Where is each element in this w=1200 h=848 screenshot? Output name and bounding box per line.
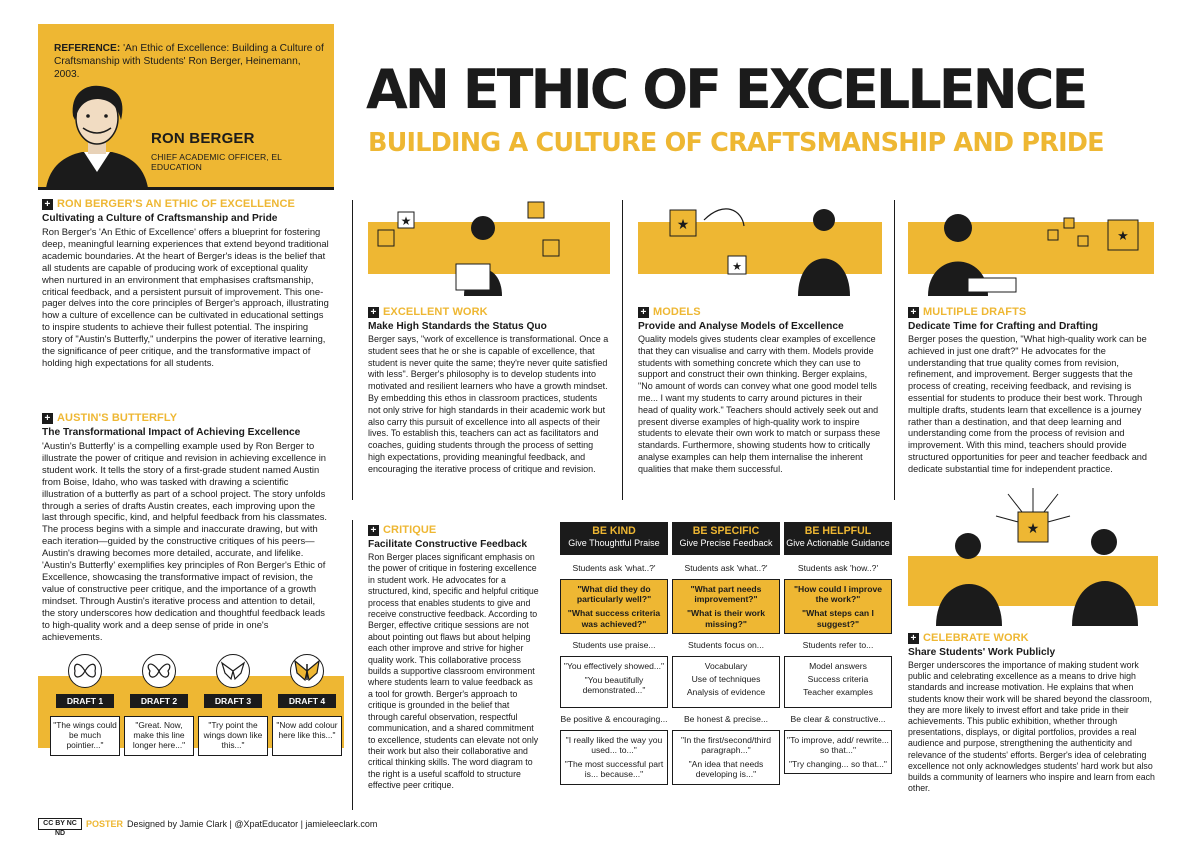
section-body: 'Austin's Butterfly' is a compelling example used by Ron Berger to illustrate the power of critique and revision in achieving excellence in student work. It tells the story of a first-grade student named Austin from Boise, Idaho, who was tasked with drawing a scientific illustration of a butterfly as part of a school project. The story unfolds through a series of drafts Austin creates, each improving upon the last through specific, kind, and helpful feedback from his classmates. The process begins with a simple and inaccurate drawing, but with each iteration—guided by the constructive critiques of his peers—Austin's drawing becomes more detailed, accurate, and lifelike. 'Austin's Butterfly' exemplifies key principles of Ron Berger's Ethic of Excellence, showcasing the transformative impact of revision, the value of constructive peer critique, and the importance of a growth mindset. Through Austin's iterative process and attention to detail, the story underscores how dedication and thoughtful feedback leads to high-quality work and a deep sense of pride in one's achievements.	[42, 440, 328, 642]
section-models	[638, 306, 884, 476]
section-body: Berger underscores the importance of making student work public and celebrating excellence as a means to drive high standards and increase motivation. He explains that when students know their work will be shared beyond the classroom, they are more likely to invest effort and take pride in their achievements. This public exhibition, whether through presentations, displays, or digital portfolios, provides a real audience and purpose, strengthening the authenticity and relevance of the students' efforts. Berger's idea of celebrating excellence not only acknowledges students' hard work but also builds a community of learners who inspire and learn from each other.	[908, 660, 1155, 794]
critique-column-helpful: BE HELPFUL Give Actionable Guidance Students ask 'how..?' "How could I improve the work?" "What steps can I suggest?" Students refer to... Model answers Success criteria Teacher examples Be clear & constructive... "To improve, add/ rewrite... so that..." "Try changing... so that..."	[784, 522, 892, 774]
draft-label: DRAFT 2	[130, 694, 188, 708]
butterfly-icon	[216, 654, 250, 688]
cc-license-badge: CC BY NC ND	[38, 818, 82, 830]
column-divider	[894, 200, 895, 500]
draft-label: DRAFT 1	[56, 694, 114, 708]
page-subtitle: BUILDING A CULTURE OF CRAFTSMANSHIP AND PRIDE	[368, 128, 1104, 158]
header-panel	[38, 24, 334, 190]
section-butterfly	[42, 412, 330, 642]
plus-icon: +	[368, 307, 379, 318]
draft-quote: "Now add colour here like this..."	[272, 716, 342, 756]
footer-poster-label: POSTER	[86, 819, 124, 829]
plus-icon: +	[42, 413, 53, 424]
plus-icon: +	[908, 633, 919, 644]
draft-quote: "The wings could be much pointier..."	[50, 716, 120, 756]
section-subheading: The Transformational Impact of Achieving Excellence	[42, 427, 301, 438]
svg-text:★: ★	[1117, 228, 1129, 243]
svg-text:★: ★	[732, 261, 742, 273]
section-heading: AUSTIN'S BUTTERFLY	[57, 412, 178, 424]
section-subheading: Provide and Analyse Models of Excellence	[638, 321, 844, 332]
page-title: AN ETHIC OF EXCELLENCE	[366, 58, 1086, 121]
section-heading: CELEBRATE WORK	[923, 632, 1029, 644]
column-divider	[352, 200, 353, 500]
section-intro	[42, 198, 330, 369]
section-subheading: Dedicate Time for Crafting and Drafting	[908, 321, 1099, 332]
draft-label: DRAFT 4	[278, 694, 336, 708]
section-heading: CRITIQUE	[383, 524, 437, 536]
draft-quote: "Try point the wings down like this..."	[198, 716, 268, 756]
section-subheading: Make High Standards the Status Quo	[368, 321, 547, 332]
critique-column-kind: BE KIND Give Thoughtful Praise Students ask 'what..?' "What did they do particularly well?" "What success criteria was achieved?" Students use praise... "You effectively showed..." "You beautifully demonstrated..." Be positive & encouraging... "I really liked the way you used... to..." "The most successful part is... because..."	[560, 522, 668, 785]
section-body: Berger says, "work of excellence is transformational. Once a student sees that he or she is capable of excellence, that student is never quite the same; they're never quite satisfied with less". Berger's philosophy is to develop students into motivated and resilient learners who have a growth mindset. By embedding this ethos in classroom practices, students not only strive for high standards in their academic work but also carry this pursuit of excellence into all aspects of their lives. To establish this, teachers can act as facilitators and coaches, guiding students through the process of setting high expectations, providing meaningful feedback, and encouraging the iterative process of critique and revision.	[368, 334, 609, 474]
draft-quote: "Great. Now, make this line longer here..."	[124, 716, 194, 756]
critique-column-specific: BE SPECIFIC Give Precise Feedback Students ask 'what..?' "What part needs improvement?" "What is their work missing?" Students focus on... Vocabulary Use of techniques Analysis of evidence Be honest & precise... "In the first/second/third paragraph..." "An idea that needs developing is..."	[672, 522, 780, 785]
draft-card	[272, 654, 342, 756]
butterfly-icon	[290, 654, 324, 688]
butterfly-icon	[68, 654, 102, 688]
reference: REFERENCE: 'An Ethic of Excellence: Building a Culture of Craftsmanship with Students' Ron Berger, Heinemann, 2003.	[54, 43, 324, 80]
section-body: Berger poses the question, "What high-quality work can be achieved in just one draft?" He advocates for the understanding that true quality comes from revision, refinement, and improvement. Berger suggests that the process of creating, receiving feedback, and revising is essential for students to produce their best work. Through multiple drafts, students learn that excellence is a journey rather than a destination, and that deep learning and understanding come from the process of revision and improvement. With this mind, teachers should provide structured opportunities for peer and teacher feedback and dedicate substantial time for independent practice.	[908, 334, 1148, 474]
section-drafts	[908, 306, 1158, 476]
section-body: Ron Berger places significant emphasis on the power of critique in fostering excellence in student work. He advocates for a structured, kind, specific and helpful critique process that enables students to give and receive constructive feedback. According to Berger, effective critique sessions are not about pointing out flaws but about helping each other improve and strive for higher quality work. This collaborative process builds a supportive classroom environment where students learn to value feedback as a tool for growth. Berger's approach to critique is grounded in the belief that through careful observation, respectful communication, and a shared commitment to excellence, students can elevate not only their work but also their collaborative and critical thinking skills. The word diagram to the right is a useful scaffold to structure effective peer critique.	[368, 552, 539, 791]
section-celebrate	[908, 632, 1158, 794]
footer-credit: Designed by Jamie Clark | @XpatEducator | jamieleeclark.com	[127, 819, 378, 829]
column-divider	[352, 520, 353, 810]
section-excellent-work	[368, 306, 612, 476]
drafts-illustration	[908, 200, 1154, 296]
plus-icon: +	[908, 307, 919, 318]
plus-icon: +	[42, 199, 53, 210]
section-subheading: Share Students' Work Publicly	[908, 647, 1056, 658]
svg-text:★: ★	[676, 216, 690, 232]
section-heading: MODELS	[653, 306, 701, 318]
section-subheading: Cultivating a Culture of Craftsmanship and Pride	[42, 213, 278, 224]
draft-label: DRAFT 3	[204, 694, 262, 708]
excellent-work-illustration	[368, 200, 610, 296]
section-heading: MULTIPLE DRAFTS	[923, 306, 1027, 318]
section-critique	[368, 524, 540, 792]
section-heading: RON BERGER'S AN ETHIC OF EXCELLENCE	[57, 198, 295, 210]
section-subheading: Facilitate Constructive Feedback	[368, 539, 528, 550]
draft-card	[198, 654, 268, 756]
column-divider	[622, 200, 623, 500]
models-illustration	[638, 200, 882, 296]
section-heading: EXCELLENT WORK	[383, 306, 488, 318]
draft-card	[124, 654, 194, 756]
svg-text:★: ★	[400, 214, 412, 228]
section-body: Ron Berger's 'An Ethic of Excellence' offers a blueprint for fostering deep, meaningful learning experiences that extend beyond traditional academic boundaries. At the heart of Berger's ideas is the belief that all students are capable of producing work of exceptional quality when nurtured in an environment that emphasises craftsmanship, critical feedback, and a persistent pursuit of improvement. This one-pager delves into the core principles of Berger's approach, illustrating how a culture of excellence can be cultivated in educational settings to inspire students to achieve their fullest potential. The inspiring story of "Austin's Butterfly," underpins the power of iterative learning, the significance of peer critique, and the transformative impact of holding high expectations for all students.	[42, 226, 329, 368]
plus-icon: +	[638, 307, 649, 318]
footer	[38, 818, 378, 837]
author-name: RON BERGER	[151, 130, 255, 147]
portrait-illustration	[42, 80, 152, 188]
draft-card	[50, 654, 120, 756]
author-role: CHIEF ACADEMIC OFFICER, EL EDUCATION	[151, 152, 282, 172]
section-body: Quality models gives students clear examples of excellence that they can visualise and carry with them. Models provide students with something concrete which they can use to support and construct their own thinking. Berger explains, "No amount of words can convey what one good model tells me... I want my students to carry around pictures in their head of quality work." Teachers should actively seek out and present diverse examples of high-quality work to inspire students to elevate their own work to match or surpass these standards. Furthermore, showing students how to critically analyse examples can help them internalise the inherent qualities that make them successful.	[638, 334, 881, 474]
svg-text:★: ★	[1026, 520, 1040, 536]
celebrate-illustration	[908, 486, 1158, 626]
butterfly-icon	[142, 654, 176, 688]
plus-icon: +	[368, 525, 379, 536]
